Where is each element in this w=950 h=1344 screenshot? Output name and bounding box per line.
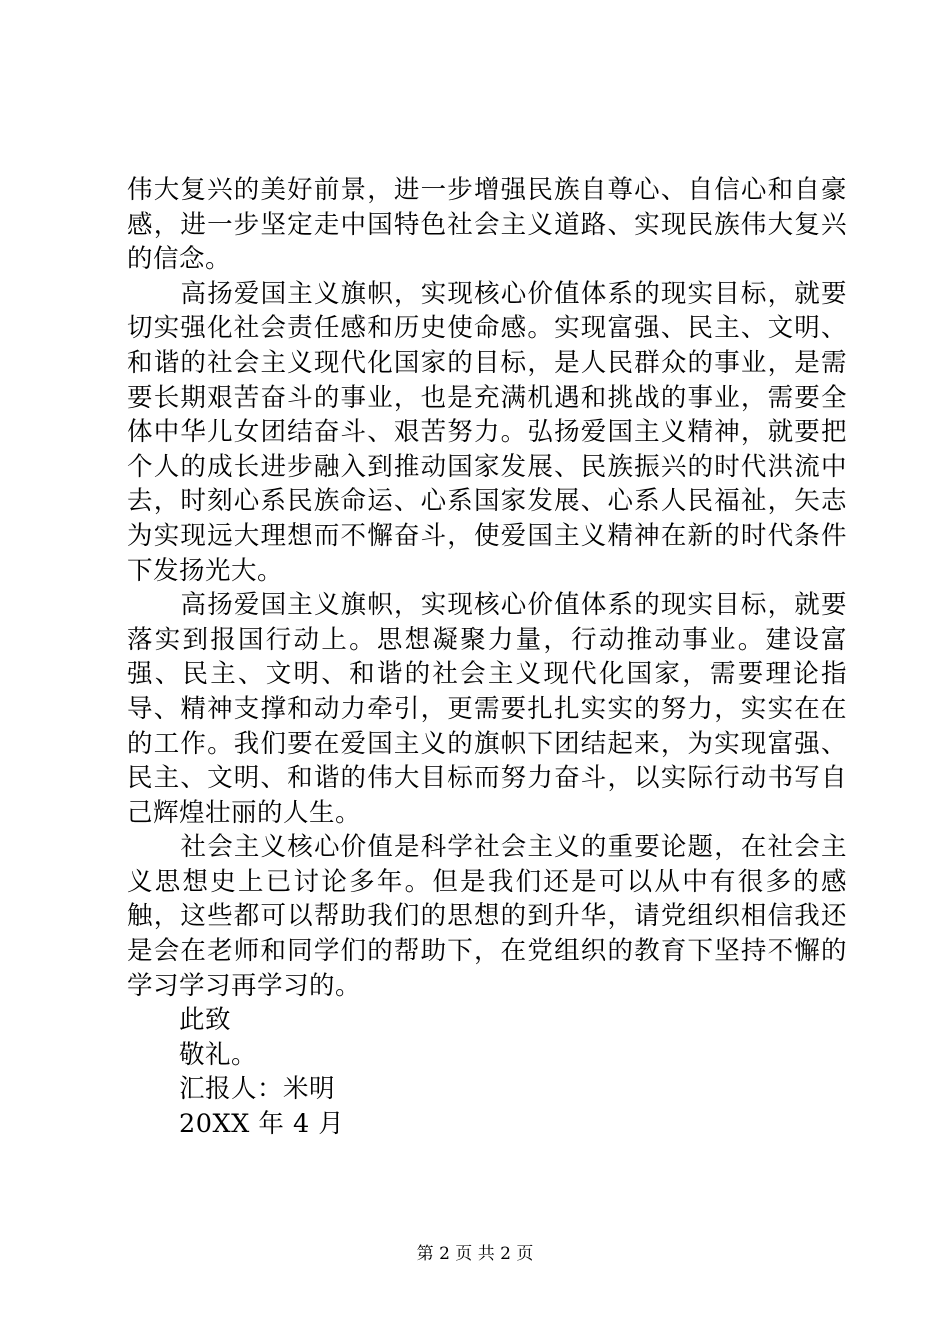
- paragraph-4: 社会主义核心价值是科学社会主义的重要论题，在社会主义思想史上已讨论多年。但是我们还是可以从中有很多的感触，这些都可以帮助我们的思想的到升华，请党组织相信我还是会在老师和同学们的帮助下，在党组织的教育下坚持不懈的学习学习再学习的。: [127, 832, 847, 1001]
- paragraph-3: 高扬爱国主义旗帜，实现核心价值体系的现实目标，就要落实到报国行动上。思想凝聚力量，行动推动事业。建设富强、民主、文明、和谐的社会主义现代化国家，需要理论指导、精神支撑和动力牵引，更需要扎扎实实的努力，实实在在的工作。我们要在爱国主义的旗帜下团结起来，为实现富强、民主、文明、和谐的伟大目标而努力奋斗，以实际行动书写自己辉煌壮丽的人生。: [127, 590, 847, 828]
- paragraph-2: 高扬爱国主义旗帜，实现核心价值体系的现实目标，就要切实强化社会责任感和历史使命感。实现富强、民主、文明、和谐的社会主义现代化国家的目标，是人民群众的事业，是需要长期艰苦奋斗的事业，也是充满机遇和挑战的事业，需要全体中华儿女团结奋斗、艰苦努力。弘扬爱国主义精神，就要把个人的成长进步融入到推动国家发展、民族振兴的时代洪流中去，时刻心系民族命运、心系国家发展、心系人民福祉，矢志为实现远大理想而不懈奋斗，使爱国主义精神在新的时代条件下发扬光大。: [127, 278, 847, 586]
- document-body: [127, 173, 847, 1142]
- closing-regards: 敬礼。: [179, 1039, 258, 1070]
- page-number-footer: 第 2 页 共 2 页: [416, 1244, 534, 1264]
- reporter-signature: 汇报人：米明: [179, 1074, 336, 1105]
- paragraph-1: 伟大复兴的美好前景，进一步增强民族自尊心、自信心和自豪感，进一步坚定走中国特色社会主义道路、实现民族伟大复兴的信念。: [127, 175, 847, 275]
- closing-salutation: 此致: [179, 1005, 232, 1036]
- report-date: 20XX 年 4 月: [179, 1109, 345, 1140]
